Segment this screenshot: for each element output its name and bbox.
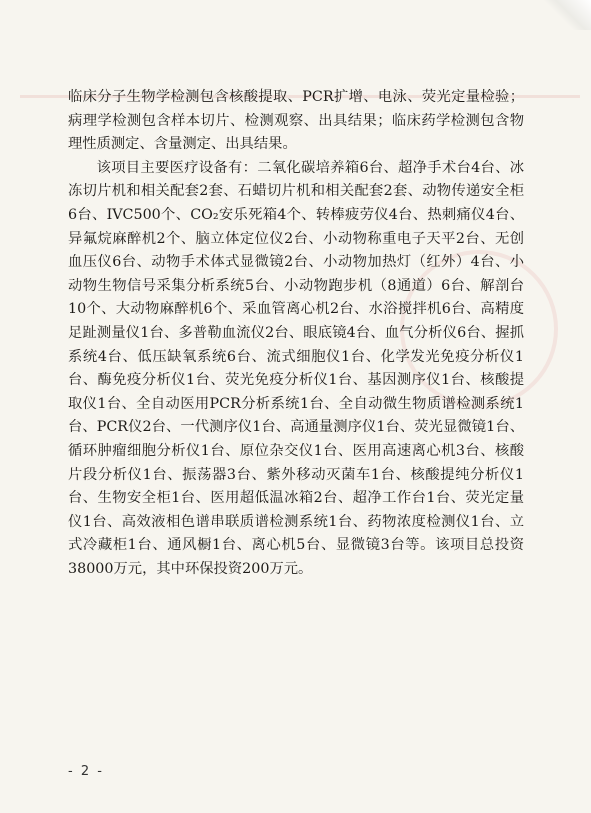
page-number: - 2 - <box>68 764 104 779</box>
bleed-through-header <box>40 52 550 90</box>
document-body <box>68 86 524 581</box>
paragraph-equipment-list: 该项目主要医疗设备有：二氧化碳培养箱6台、超净手术台4台、冰冻切片机和相关配套2套、石蜡切片机和相关配套2套、动物传递安全柜6台、IVC500个、CO₂安乐死箱4个、转棒疲劳仪4台、热刺痛仪4台、异氟烷麻醉机2个、脑立体定位仪2台、小动物称重电子天平2台、无创血压仪6台、动物手术体式显微镜2台、小动物加热灯（红外）4台、小动物生物信号采集分析系统5台、小动物跑步机（8通道）6台、解剖台10个、大动物麻醉机6个、采血管离心机2台、水浴搅拌机6台、高精度足趾测量仪1台、多普勒血流仪2台、眼底镜4台、血气分析仪6台、握抓系统4台、低压缺氧系统6台、流式细胞仪1台、化学发光免疫分析仪1台、酶免疫分析仪1台、荧光免疫分析仪1台、基因测序仪1台、核酸提取仪1台、全自动医用PCR分析系统1台、全自动微生物质谱检测系统1台、PCR仪2台、一代测序仪1台、高通量测序仪1台、荧光显微镜1台、循环肿瘤细胞分析仪1台、原位杂交仪1台、医用高速离心机3台、核酸片段分析仪1台、振荡器3台、紫外移动灭菌车1台、核酸提纯分析仪1台、生物安全柜1台、医用超低温冰箱2台、超净工作台1台、荧光定量仪1台、高效液相色谱串联质谱检测系统1台、药物浓度检测仪1台、立式冷藏柜1台、通风橱1台、离心机5台、显微镜3台等。该项目总投资38000万元，其中环保投资200万元。 <box>68 159 524 577</box>
page-corner-curl <box>541 0 591 30</box>
paragraph-lab-testing: 临床分子生物学检测包含核酸提取、PCR扩增、电泳、荧光定量检验；病理学检测包含样本切片、检测观察、出具结果；临床药学检测包含物理性质测定、含量测定、出具结果。 <box>68 89 524 153</box>
